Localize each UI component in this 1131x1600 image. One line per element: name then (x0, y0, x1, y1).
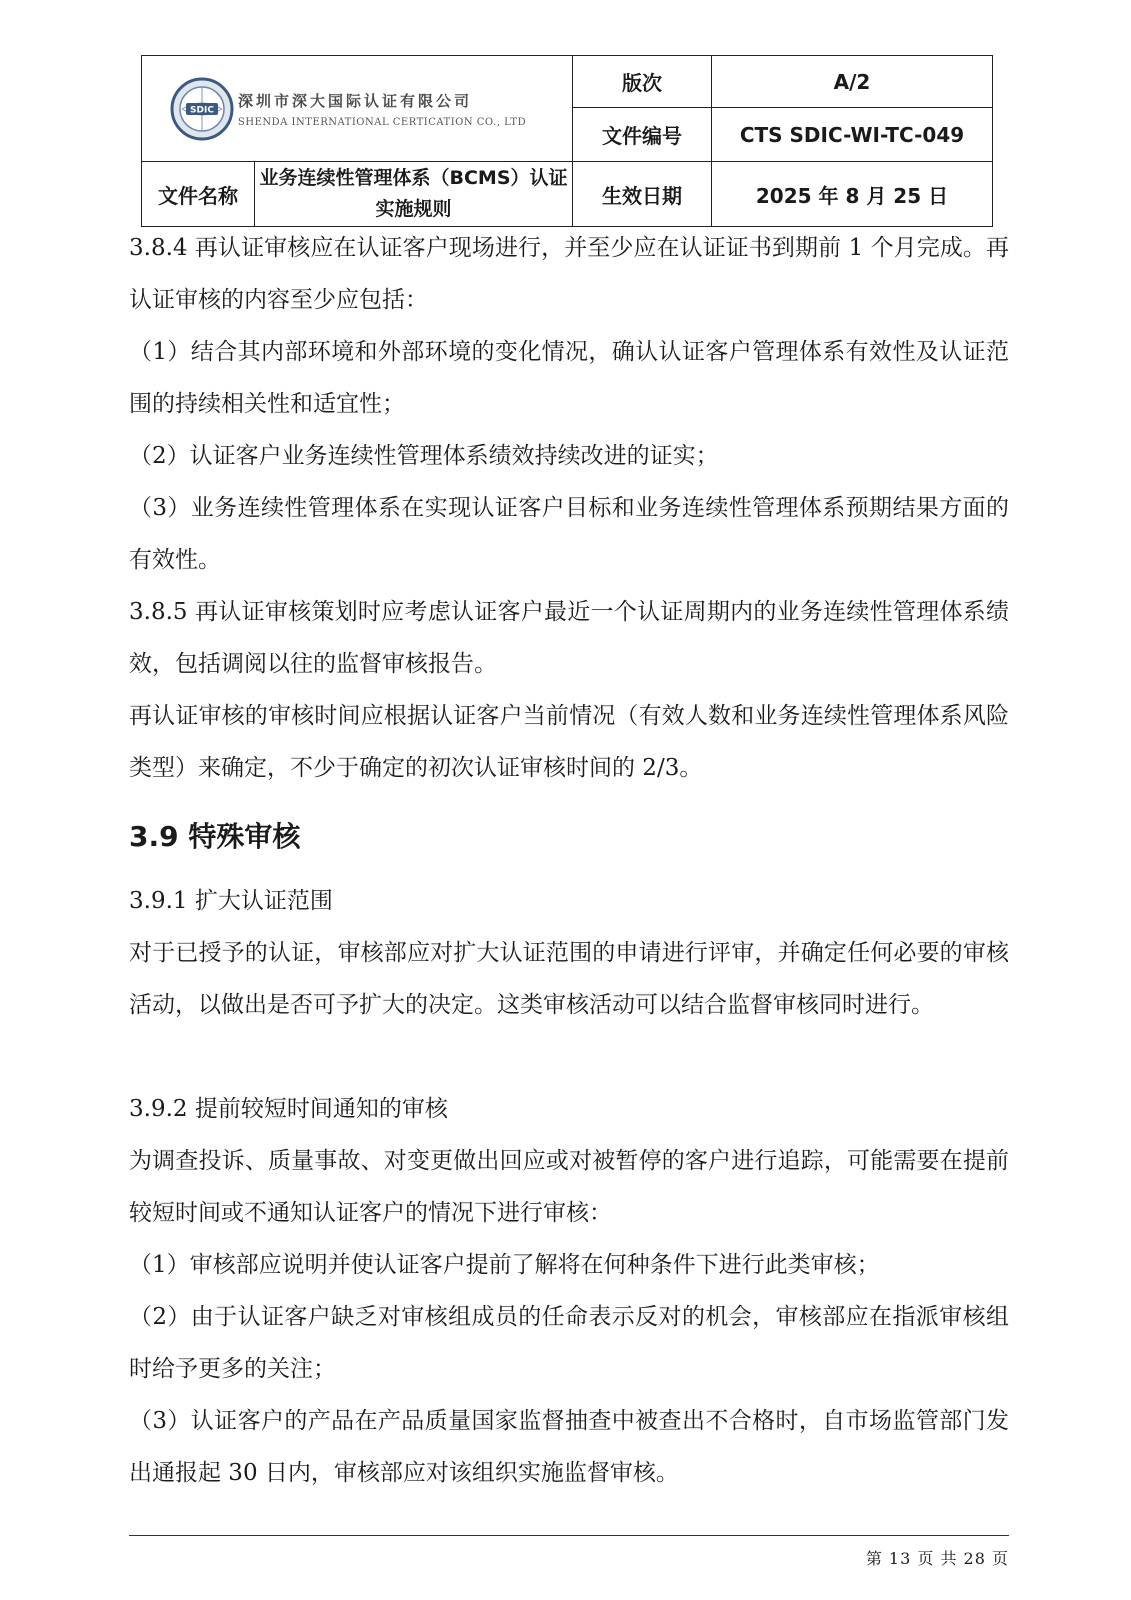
effective-date-label: 生效日期 (573, 162, 712, 227)
footer-divider (129, 1535, 1009, 1536)
sdic-logo-icon (170, 77, 234, 141)
document-number-value: CTS SDIC-WI-TC-049 (712, 108, 993, 162)
document-number-label: 文件编号 (573, 108, 712, 162)
paragraph-recert-time: 再认证审核的审核时间应根据认证客户当前情况（有效人数和业务连续性管理体系风险类型）来确定，不少于确定的初次认证审核时间的 2/3。 (129, 703, 1009, 781)
subheading-3-9-1: 3.9.1 扩大认证范围 (129, 888, 333, 914)
subheading-3-9-2: 3.9.2 提前较短时间通知的审核 (129, 1096, 448, 1122)
section-heading-3-9: 3.9 特殊审核 (129, 820, 301, 853)
paragraph-scope-extension: 对于已授予的认证，审核部应对扩大认证范围的申请进行评审，并确定任何必要的审核活动，以做出是否可予扩大的决定。这类审核活动可以结合监督审核同时进行。 (129, 940, 1009, 1018)
paragraph-short-notice: 为调查投诉、质量事故、对变更做出回应或对被暂停的客户进行追踪，可能需要在提前较短时间或不通知认证客户的情况下进行审核： (129, 1148, 1009, 1226)
effective-date-value: 2025 年 8 月 25 日 (712, 162, 993, 227)
document-name-label: 文件名称 (142, 162, 255, 227)
document-name-value: 业务连续性管理体系（BCMS）认证实施规则 (255, 162, 573, 227)
company-logo-cell (142, 56, 573, 162)
version-value: A/2 (712, 56, 993, 108)
version-label: 版次 (573, 56, 712, 108)
company-name-cn: 深圳市深大国际认证有限公司 (238, 91, 473, 110)
document-header-table (141, 55, 993, 227)
logo-lettering: SDIC (190, 105, 214, 115)
list-item-recert-3: （3）业务连续性管理体系在实现认证客户目标和业务连续性管理体系预期结果方面的有效性。 (129, 495, 1009, 573)
list-item-short-notice-2: （2）由于认证客户缺乏对审核组成员的任命表示反对的机会，审核部应在指派审核组时给予更多的关注； (129, 1304, 1009, 1382)
page-number: 第 13 页 共 28 页 (865, 1549, 1009, 1568)
paragraph-3-8-4: 3.8.4 再认证审核应在认证客户现场进行，并至少应在认证证书到期前 1 个月完成。再认证审核的内容至少应包括： (129, 235, 1009, 313)
list-item-recert-2: （2）认证客户业务连续性管理体系绩效持续改进的证实； (129, 443, 719, 469)
list-item-recert-1: （1）结合其内部环境和外部环境的变化情况，确认认证客户管理体系有效性及认证范围的持续相关性和适宜性； (129, 339, 1009, 417)
paragraph-3-8-5: 3.8.5 再认证审核策划时应考虑认证客户最近一个认证周期内的业务连续性管理体系绩效，包括调阅以往的监督审核报告。 (129, 599, 1009, 677)
list-item-short-notice-1: （1）审核部应说明并使认证客户提前了解将在何种条件下进行此类审核； (129, 1252, 880, 1278)
list-item-short-notice-3: （3）认证客户的产品在产品质量国家监督抽查中被查出不合格时，自市场监管部门发出通报起 30 日内，审核部应对该组织实施监督审核。 (129, 1408, 1009, 1486)
company-name-en: SHENDA INTERNATIONAL CERTICATION CO., LTD (238, 116, 527, 128)
